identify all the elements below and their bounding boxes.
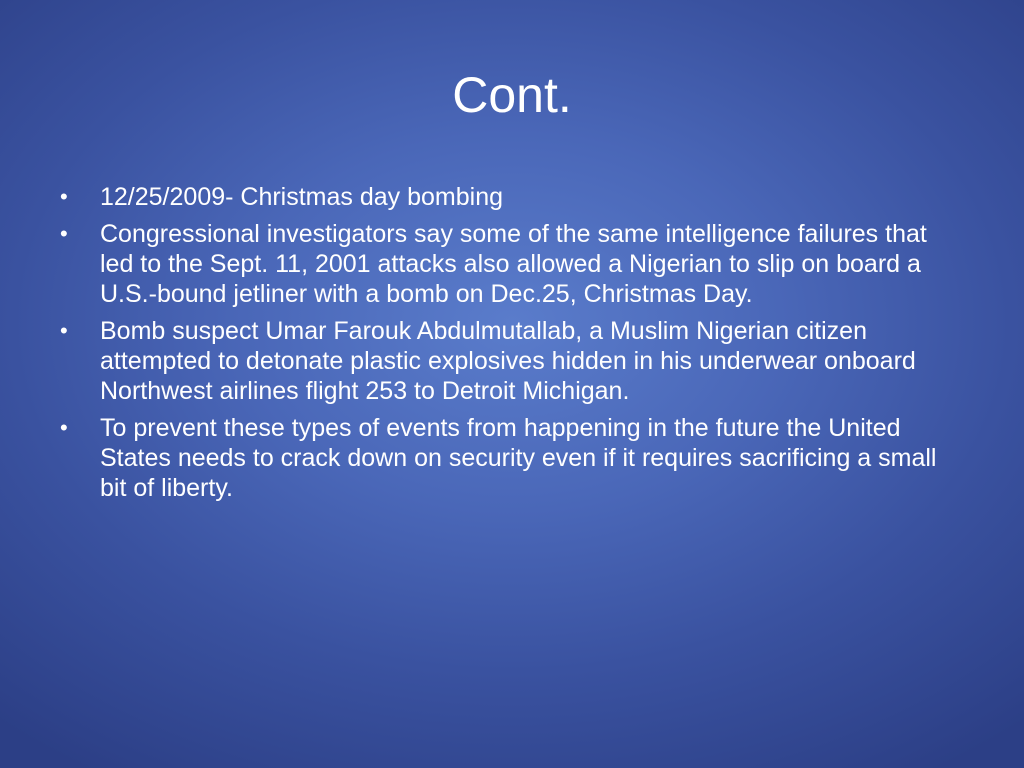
- bullet-dot-icon: •: [60, 318, 68, 343]
- bullet-item: [56, 413, 956, 503]
- bullet-text: Congressional investigators say some of the same intelligence failures that led to the Sept. 11, 2001 attacks also allowed a Nigerian to slip on board a U.S.-bound jetliner with a bomb on Dec.25, Christmas Day.: [100, 220, 927, 308]
- bullet-dot-icon: •: [60, 184, 68, 209]
- bullet-dot-icon: •: [60, 415, 68, 440]
- bullet-text: To prevent these types of events from happening in the future the United States needs to crack down on security even if it requires sacrificing a small bit of liberty.: [100, 414, 937, 502]
- bullet-text: Bomb suspect Umar Farouk Abdulmutallab, a Muslim Nigerian citizen attempted to detonate plastic explosives hidden in his underwear onboard Northwest airlines flight 253 to Detroit Michigan.: [100, 317, 916, 405]
- bullet-item: [56, 219, 956, 309]
- bullet-item: [56, 182, 956, 212]
- bullet-list: [56, 182, 956, 510]
- slide-title: Cont.: [452, 67, 572, 123]
- bullet-dot-icon: •: [60, 221, 68, 246]
- bullet-text: 12/25/2009- Christmas day bombing: [100, 183, 504, 211]
- bullet-item: [56, 316, 956, 406]
